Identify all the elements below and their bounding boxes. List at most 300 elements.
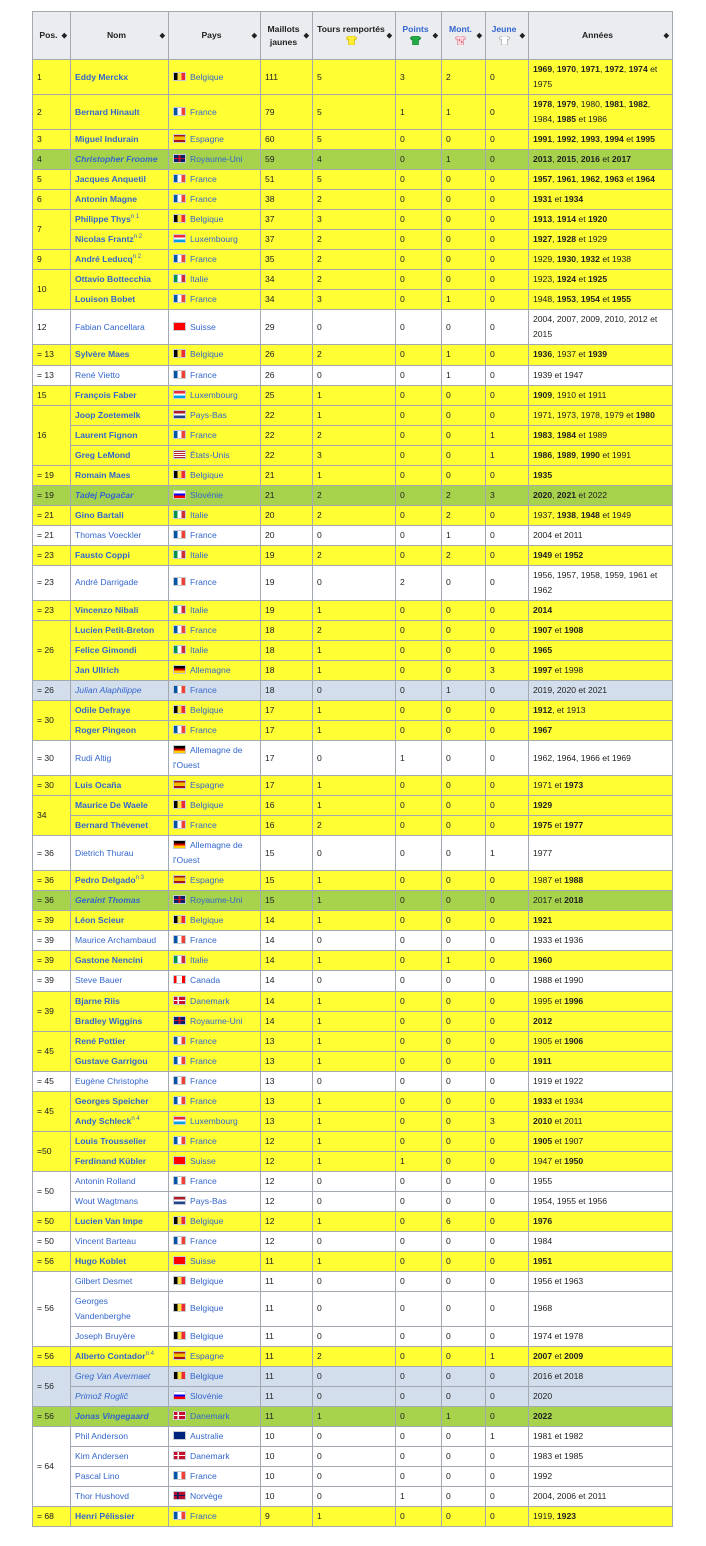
country-cell[interactable] bbox=[169, 776, 261, 796]
rider-name[interactable]: Louison Bobet bbox=[75, 294, 136, 305]
country-name[interactable]: France bbox=[190, 254, 217, 265]
country-name[interactable]: France bbox=[190, 1235, 217, 1246]
country-cell[interactable] bbox=[169, 545, 261, 565]
rider-name[interactable]: Eugène Christophe bbox=[75, 1075, 149, 1086]
rider-name-link[interactable] bbox=[71, 1171, 169, 1191]
country-cell[interactable] bbox=[169, 270, 261, 290]
country-name[interactable]: France bbox=[190, 1035, 217, 1046]
country-name[interactable]: Allemagne de l'Ouest bbox=[173, 840, 243, 866]
rider-name[interactable]: Wout Wagtmans bbox=[75, 1195, 139, 1206]
country-cell[interactable] bbox=[169, 1271, 261, 1291]
rider-name-link[interactable] bbox=[71, 545, 169, 565]
country-cell[interactable] bbox=[169, 310, 261, 345]
sort-icon[interactable]: ◆ bbox=[386, 32, 392, 39]
rider-name-link[interactable] bbox=[71, 170, 169, 190]
country-cell[interactable] bbox=[169, 991, 261, 1011]
rider-name[interactable]: Fausto Coppi bbox=[75, 549, 130, 560]
rider-name-link[interactable] bbox=[71, 60, 169, 95]
rider-name[interactable]: Vincenzo Nibali bbox=[75, 604, 139, 615]
country-name[interactable]: Royaume-Uni bbox=[190, 154, 243, 165]
country-name[interactable]: Italie bbox=[190, 509, 209, 520]
rider-name-link[interactable] bbox=[71, 1291, 169, 1326]
header-points-link[interactable]: Points bbox=[402, 24, 429, 35]
rider-name-link[interactable] bbox=[71, 230, 169, 250]
country-cell[interactable] bbox=[169, 445, 261, 465]
rider-name-link[interactable] bbox=[71, 1467, 169, 1487]
country-cell[interactable] bbox=[169, 660, 261, 680]
country-cell[interactable] bbox=[169, 1407, 261, 1427]
country-cell[interactable] bbox=[169, 290, 261, 310]
rider-name-link[interactable] bbox=[71, 525, 169, 545]
country-name[interactable]: Italie bbox=[190, 955, 209, 966]
rider-name[interactable]: Fabian Cancellara bbox=[75, 321, 145, 332]
rider-name[interactable]: Pedro Delgado bbox=[75, 875, 136, 886]
sort-icon[interactable]: ◆ bbox=[663, 32, 669, 39]
sort-icon[interactable]: ◆ bbox=[303, 32, 309, 39]
rider-name[interactable]: Greg LeMond bbox=[75, 449, 131, 460]
rider-name-link[interactable] bbox=[71, 600, 169, 620]
country-cell[interactable] bbox=[169, 640, 261, 660]
country-cell[interactable] bbox=[169, 60, 261, 95]
rider-name-link[interactable] bbox=[71, 365, 169, 385]
rider-name-link[interactable] bbox=[71, 741, 169, 776]
country-cell[interactable] bbox=[169, 210, 261, 230]
rider-name-link[interactable] bbox=[71, 1151, 169, 1171]
rider-name-link[interactable] bbox=[71, 1251, 169, 1271]
rider-name[interactable]: Maurice Archambaud bbox=[75, 935, 157, 946]
rider-name[interactable]: Geraint Thomas bbox=[75, 895, 141, 906]
country-name[interactable]: Belgique bbox=[190, 1275, 224, 1286]
rider-name-link[interactable] bbox=[71, 776, 169, 796]
rider-name[interactable]: Sylvère Maes bbox=[75, 349, 130, 360]
country-cell[interactable] bbox=[169, 1071, 261, 1091]
country-cell[interactable] bbox=[169, 721, 261, 741]
rider-name[interactable]: Bernard Hinault bbox=[75, 106, 140, 117]
country-cell[interactable] bbox=[169, 190, 261, 210]
rider-name[interactable]: Joseph Bruyère bbox=[75, 1331, 136, 1342]
rider-name[interactable]: Maurice De Waele bbox=[75, 800, 148, 811]
rider-name[interactable]: Ottavio Bottecchia bbox=[75, 274, 151, 285]
rider-name[interactable]: Steve Bauer bbox=[75, 975, 123, 986]
country-name[interactable]: Belgique bbox=[190, 214, 224, 225]
rider-name[interactable]: Odile Defraye bbox=[75, 705, 131, 716]
rider-name[interactable]: Rudi Altig bbox=[75, 752, 112, 763]
country-name[interactable]: Belgique bbox=[190, 1303, 224, 1314]
rider-name-link[interactable] bbox=[71, 250, 169, 270]
rider-name-link[interactable] bbox=[71, 1131, 169, 1151]
country-name[interactable]: Italie bbox=[190, 274, 209, 285]
rider-name[interactable]: Gustave Garrigou bbox=[75, 1055, 148, 1066]
country-cell[interactable] bbox=[169, 951, 261, 971]
country-name[interactable]: Luxembourg bbox=[190, 389, 238, 400]
rider-name[interactable]: Luis Ocaña bbox=[75, 780, 122, 791]
rider-name-link[interactable] bbox=[71, 1347, 169, 1367]
header-tours[interactable] bbox=[313, 12, 396, 60]
rider-name[interactable]: Thomas Voeckler bbox=[75, 529, 142, 540]
country-cell[interactable] bbox=[169, 1367, 261, 1387]
country-name[interactable]: France bbox=[190, 1055, 217, 1066]
country-cell[interactable] bbox=[169, 816, 261, 836]
rider-name-link[interactable] bbox=[71, 95, 169, 130]
country-name[interactable]: France bbox=[190, 1075, 217, 1086]
country-name[interactable]: Allemagne bbox=[190, 664, 231, 675]
rider-name[interactable]: Eddy Merckx bbox=[75, 71, 129, 82]
rider-name[interactable]: François Faber bbox=[75, 389, 137, 400]
rider-name[interactable]: Jacques Anquetil bbox=[75, 174, 146, 185]
header-pos[interactable] bbox=[33, 12, 71, 60]
header-pays[interactable] bbox=[169, 12, 261, 60]
country-name[interactable]: Allemagne de l'Ouest bbox=[173, 745, 243, 771]
country-name[interactable]: France bbox=[190, 369, 217, 380]
country-name[interactable]: Slovénie bbox=[190, 489, 223, 500]
country-cell[interactable] bbox=[169, 1387, 261, 1407]
rider-name-link[interactable] bbox=[71, 290, 169, 310]
rider-name-link[interactable] bbox=[71, 971, 169, 991]
rider-name[interactable]: André Darrigade bbox=[75, 577, 139, 588]
rider-name-link[interactable] bbox=[71, 1387, 169, 1407]
country-cell[interactable] bbox=[169, 1111, 261, 1131]
sort-icon[interactable]: ◆ bbox=[432, 32, 438, 39]
rider-name-link[interactable] bbox=[71, 721, 169, 741]
footnote-ref[interactable]: n 4 bbox=[131, 1115, 140, 1122]
rider-name[interactable]: Miguel Indurain bbox=[75, 134, 139, 145]
country-name[interactable]: Pays-Bas bbox=[190, 1195, 227, 1206]
rider-name-link[interactable] bbox=[71, 796, 169, 816]
country-cell[interactable] bbox=[169, 250, 261, 270]
country-name[interactable]: Espagne bbox=[190, 1351, 224, 1362]
country-name[interactable]: France bbox=[190, 529, 217, 540]
rider-name[interactable]: Tadej Pogačar bbox=[75, 489, 134, 500]
country-cell[interactable] bbox=[169, 95, 261, 130]
rider-name[interactable]: Roger Pingeon bbox=[75, 725, 137, 736]
rider-name[interactable]: Ferdinand Kübler bbox=[75, 1155, 147, 1166]
country-name[interactable]: Espagne bbox=[190, 134, 224, 145]
header-maillots[interactable] bbox=[261, 12, 313, 60]
country-name[interactable]: France bbox=[190, 624, 217, 635]
country-name[interactable]: Belgique bbox=[190, 915, 224, 926]
rider-name[interactable]: Lucien Van Impe bbox=[75, 1215, 143, 1226]
country-name[interactable]: France bbox=[190, 935, 217, 946]
country-name[interactable]: France bbox=[190, 725, 217, 736]
country-cell[interactable] bbox=[169, 1231, 261, 1251]
country-cell[interactable] bbox=[169, 150, 261, 170]
country-name[interactable]: Royaume-Uni bbox=[190, 895, 243, 906]
rider-name[interactable]: Hugo Koblet bbox=[75, 1255, 127, 1266]
country-cell[interactable] bbox=[169, 1427, 261, 1447]
country-name[interactable]: Suisse bbox=[190, 1155, 216, 1166]
country-cell[interactable] bbox=[169, 405, 261, 425]
rider-name-link[interactable] bbox=[71, 1367, 169, 1387]
country-name[interactable]: Norvège bbox=[190, 1491, 223, 1502]
country-cell[interactable] bbox=[169, 1031, 261, 1051]
rider-name-link[interactable] bbox=[71, 1507, 169, 1527]
rider-name-link[interactable] bbox=[71, 270, 169, 290]
footnote-ref[interactable]: n 2 bbox=[133, 234, 143, 241]
rider-name[interactable]: Jonas Vingegaard bbox=[75, 1411, 149, 1422]
country-name[interactable]: Luxembourg bbox=[190, 234, 238, 245]
rider-name[interactable]: Lucien Petit-Breton bbox=[75, 624, 155, 635]
country-cell[interactable] bbox=[169, 1211, 261, 1231]
rider-name-link[interactable] bbox=[71, 1111, 169, 1131]
rider-name[interactable]: Gilbert Desmet bbox=[75, 1275, 133, 1286]
country-name[interactable]: Australie bbox=[190, 1431, 224, 1442]
country-cell[interactable] bbox=[169, 1151, 261, 1171]
country-name[interactable]: France bbox=[190, 820, 217, 831]
rider-name-link[interactable] bbox=[71, 1011, 169, 1031]
rider-name[interactable]: Alberto Contador bbox=[75, 1351, 146, 1362]
country-name[interactable]: France bbox=[190, 577, 217, 588]
country-cell[interactable] bbox=[169, 871, 261, 891]
country-name[interactable]: Belgique bbox=[190, 1331, 224, 1342]
rider-name-link[interactable] bbox=[71, 1191, 169, 1211]
rider-name[interactable]: Andy Schleck bbox=[75, 1115, 132, 1126]
country-name[interactable]: Belgique bbox=[190, 349, 224, 360]
sort-icon[interactable]: ◆ bbox=[476, 32, 482, 39]
rider-name[interactable]: Bradley Wiggins bbox=[75, 1015, 143, 1026]
rider-name-link[interactable] bbox=[71, 871, 169, 891]
rider-name[interactable]: Felice Gimondi bbox=[75, 644, 137, 655]
rider-name-link[interactable] bbox=[71, 951, 169, 971]
rider-name[interactable]: Philippe Thys bbox=[75, 214, 131, 225]
rider-name-link[interactable] bbox=[71, 445, 169, 465]
country-cell[interactable] bbox=[169, 365, 261, 385]
rider-name-link[interactable] bbox=[71, 1231, 169, 1251]
country-cell[interactable] bbox=[169, 345, 261, 365]
country-cell[interactable] bbox=[169, 1251, 261, 1271]
rider-name-link[interactable] bbox=[71, 620, 169, 640]
country-cell[interactable] bbox=[169, 796, 261, 816]
rider-name[interactable]: Pascal Lino bbox=[75, 1471, 120, 1482]
country-name[interactable]: Suisse bbox=[190, 321, 216, 332]
country-cell[interactable] bbox=[169, 425, 261, 445]
sort-icon[interactable]: ◆ bbox=[519, 32, 525, 39]
country-name[interactable]: États-Unis bbox=[190, 449, 230, 460]
footnote-ref[interactable]: n 2 bbox=[132, 254, 142, 261]
country-name[interactable]: France bbox=[190, 294, 217, 305]
country-name[interactable]: Luxembourg bbox=[190, 1115, 238, 1126]
rider-name-link[interactable] bbox=[71, 405, 169, 425]
rider-name-link[interactable] bbox=[71, 150, 169, 170]
header-mont[interactable] bbox=[442, 12, 486, 60]
country-name[interactable]: France bbox=[190, 106, 217, 117]
rider-name-link[interactable] bbox=[71, 425, 169, 445]
rider-name[interactable]: Bernard Thévenet bbox=[75, 820, 149, 831]
rider-name[interactable]: Kim Andersen bbox=[75, 1451, 129, 1462]
country-cell[interactable] bbox=[169, 620, 261, 640]
country-name[interactable]: Danemark bbox=[190, 1451, 230, 1462]
rider-name[interactable]: René Vietto bbox=[75, 369, 120, 380]
country-cell[interactable] bbox=[169, 931, 261, 951]
rider-name-link[interactable] bbox=[71, 1447, 169, 1467]
footnote-ref[interactable]: n 1 bbox=[130, 214, 140, 221]
country-name[interactable]: France bbox=[190, 429, 217, 440]
rider-name[interactable]: Henri Pélissier bbox=[75, 1511, 135, 1522]
rider-name[interactable]: Léon Scieur bbox=[75, 915, 125, 926]
rider-name-link[interactable] bbox=[71, 1427, 169, 1447]
country-cell[interactable] bbox=[169, 1467, 261, 1487]
rider-name-link[interactable] bbox=[71, 210, 169, 230]
country-cell[interactable] bbox=[169, 1131, 261, 1151]
rider-name-link[interactable] bbox=[71, 1051, 169, 1071]
country-cell[interactable] bbox=[169, 385, 261, 405]
country-cell[interactable] bbox=[169, 681, 261, 701]
country-cell[interactable] bbox=[169, 701, 261, 721]
country-cell[interactable] bbox=[169, 1091, 261, 1111]
rider-name-link[interactable] bbox=[71, 931, 169, 951]
rider-name-link[interactable] bbox=[71, 1211, 169, 1231]
country-name[interactable]: France bbox=[190, 685, 217, 695]
rider-name-link[interactable] bbox=[71, 816, 169, 836]
rider-name-link[interactable] bbox=[71, 565, 169, 600]
rider-name[interactable]: Romain Maes bbox=[75, 469, 131, 480]
rider-name-link[interactable] bbox=[71, 660, 169, 680]
rider-name-link[interactable] bbox=[71, 190, 169, 210]
country-cell[interactable] bbox=[169, 1191, 261, 1211]
country-name[interactable]: Belgique bbox=[190, 1371, 224, 1382]
country-cell[interactable] bbox=[169, 505, 261, 525]
rider-name-link[interactable] bbox=[71, 911, 169, 931]
rider-name[interactable]: Greg Van Avermaet bbox=[75, 1371, 151, 1382]
country-cell[interactable] bbox=[169, 170, 261, 190]
rider-name-link[interactable] bbox=[71, 485, 169, 505]
rider-name-link[interactable] bbox=[71, 345, 169, 365]
country-name[interactable]: France bbox=[190, 174, 217, 185]
rider-name[interactable]: Antonin Magne bbox=[75, 194, 138, 205]
rider-name[interactable]: Louis Trousselier bbox=[75, 1135, 147, 1146]
rider-name[interactable]: Bjarne Riis bbox=[75, 995, 120, 1006]
rider-name[interactable]: Jan Ullrich bbox=[75, 664, 119, 675]
header-nom[interactable] bbox=[71, 12, 169, 60]
country-name[interactable]: France bbox=[190, 1135, 217, 1146]
country-cell[interactable] bbox=[169, 836, 261, 871]
rider-name-link[interactable] bbox=[71, 505, 169, 525]
header-annees[interactable] bbox=[529, 12, 673, 60]
rider-name-link[interactable] bbox=[71, 130, 169, 150]
rider-name-link[interactable] bbox=[71, 1031, 169, 1051]
rider-name-link[interactable] bbox=[71, 681, 169, 701]
rider-name[interactable]: Georges Speicher bbox=[75, 1095, 149, 1106]
country-cell[interactable] bbox=[169, 465, 261, 485]
country-name[interactable]: Danemark bbox=[190, 995, 230, 1006]
footnote-ref[interactable]: n 4 bbox=[145, 1351, 154, 1358]
header-mont-link[interactable]: Mont. bbox=[449, 24, 472, 35]
footnote-ref[interactable]: n 3 bbox=[135, 875, 144, 882]
country-name[interactable]: Belgique bbox=[190, 71, 224, 82]
country-cell[interactable] bbox=[169, 525, 261, 545]
country-name[interactable]: Slovénie bbox=[190, 1391, 223, 1402]
rider-name-link[interactable] bbox=[71, 1327, 169, 1347]
rider-name-link[interactable] bbox=[71, 891, 169, 911]
country-cell[interactable] bbox=[169, 741, 261, 776]
country-cell[interactable] bbox=[169, 1291, 261, 1326]
country-name[interactable]: Italie bbox=[190, 644, 209, 655]
country-name[interactable]: France bbox=[190, 1511, 217, 1522]
country-name[interactable]: France bbox=[190, 1471, 217, 1482]
country-name[interactable]: Belgique bbox=[190, 705, 224, 716]
rider-name-link[interactable] bbox=[71, 1271, 169, 1291]
country-name[interactable]: Canada bbox=[190, 975, 221, 986]
rider-name-link[interactable] bbox=[71, 1407, 169, 1427]
header-jeune[interactable] bbox=[486, 12, 529, 60]
country-name[interactable]: Danemark bbox=[190, 1411, 230, 1422]
rider-name[interactable]: Christopher Froome bbox=[75, 154, 158, 165]
country-cell[interactable] bbox=[169, 971, 261, 991]
country-name[interactable]: Belgique bbox=[190, 800, 224, 811]
sort-icon[interactable]: ◆ bbox=[251, 32, 257, 39]
header-points[interactable] bbox=[396, 12, 442, 60]
rider-name[interactable]: Phil Anderson bbox=[75, 1431, 129, 1442]
country-cell[interactable] bbox=[169, 600, 261, 620]
rider-name[interactable]: Primož Roglič bbox=[75, 1391, 129, 1402]
country-name[interactable]: France bbox=[190, 1175, 217, 1186]
rider-name-link[interactable] bbox=[71, 1091, 169, 1111]
rider-name[interactable]: Gino Bartali bbox=[75, 509, 124, 520]
country-cell[interactable] bbox=[169, 1327, 261, 1347]
country-cell[interactable] bbox=[169, 485, 261, 505]
country-cell[interactable] bbox=[169, 1347, 261, 1367]
country-name[interactable]: Italie bbox=[190, 549, 209, 560]
rank-cell: = 23 bbox=[33, 600, 71, 620]
sort-icon[interactable]: ◆ bbox=[61, 32, 67, 39]
country-cell[interactable] bbox=[169, 891, 261, 911]
country-name[interactable]: Italie bbox=[190, 604, 209, 615]
country-name[interactable]: France bbox=[190, 1095, 217, 1106]
country-cell[interactable] bbox=[169, 1487, 261, 1507]
rider-name[interactable]: Dietrich Thurau bbox=[75, 847, 134, 858]
rider-name-link[interactable] bbox=[71, 465, 169, 485]
rider-name-link[interactable] bbox=[71, 1487, 169, 1507]
rider-name-link[interactable] bbox=[71, 991, 169, 1011]
rider-name[interactable]: André Leducq bbox=[75, 254, 133, 265]
rider-name-link[interactable] bbox=[71, 1071, 169, 1091]
country-cell[interactable] bbox=[169, 130, 261, 150]
country-name[interactable]: France bbox=[190, 194, 217, 205]
rider-name[interactable]: Vincent Barteau bbox=[75, 1235, 136, 1246]
rider-name-link[interactable] bbox=[71, 640, 169, 660]
country-cell[interactable] bbox=[169, 565, 261, 600]
country-cell[interactable] bbox=[169, 230, 261, 250]
rider-name[interactable]: René Pottier bbox=[75, 1035, 126, 1046]
country-cell[interactable] bbox=[169, 1171, 261, 1191]
country-cell[interactable] bbox=[169, 1011, 261, 1031]
rider-name[interactable]: Nicolas Frantz bbox=[75, 234, 134, 245]
country-name[interactable]: Pays-Bas bbox=[190, 409, 227, 420]
rider-name[interactable]: Thor Hushovd bbox=[75, 1491, 129, 1502]
country-cell[interactable] bbox=[169, 1051, 261, 1071]
rider-name[interactable]: Laurent Fignon bbox=[75, 429, 138, 440]
rider-name[interactable]: Julian Alaphilippe bbox=[75, 685, 142, 695]
country-cell[interactable] bbox=[169, 911, 261, 931]
rider-name[interactable]: Joop Zoetemelk bbox=[75, 409, 141, 420]
rider-name-link[interactable] bbox=[71, 836, 169, 871]
country-name[interactable]: Espagne bbox=[190, 875, 224, 886]
country-cell[interactable] bbox=[169, 1447, 261, 1467]
country-name[interactable]: Suisse bbox=[190, 1255, 216, 1266]
rider-name-link[interactable] bbox=[71, 701, 169, 721]
country-name[interactable]: Belgique bbox=[190, 469, 224, 480]
rider-name-link[interactable] bbox=[71, 310, 169, 345]
country-name[interactable]: Royaume-Uni bbox=[190, 1015, 243, 1026]
rider-name[interactable]: Antonin Rolland bbox=[75, 1175, 136, 1186]
rider-name[interactable]: Gastone Nencini bbox=[75, 955, 143, 966]
rider-name[interactable]: Georges Vandenberghe bbox=[75, 1295, 131, 1321]
rider-name-link[interactable] bbox=[71, 385, 169, 405]
country-cell[interactable] bbox=[169, 1507, 261, 1527]
sort-icon[interactable]: ◆ bbox=[159, 32, 165, 39]
header-jeune-link[interactable]: Jeune bbox=[491, 24, 517, 35]
country-name[interactable]: Belgique bbox=[190, 1215, 224, 1226]
country-name[interactable]: Espagne bbox=[190, 780, 224, 791]
